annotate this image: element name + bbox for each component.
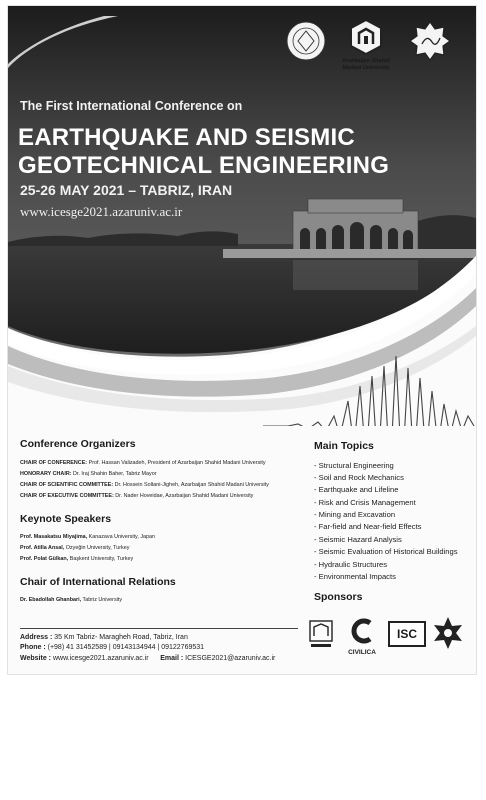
poster-page <box>8 6 476 674</box>
contact-address: Address : 35 Km Tabriz- Maragheh Road, Tabriz, Iran <box>20 634 188 641</box>
star-emblem-logo <box>432 616 464 650</box>
isc-logo: ISC <box>388 621 426 647</box>
conference-date-place: 25-26 MAY 2021 – TABRIZ, IRAN <box>20 182 233 198</box>
keynote-row: Prof. Polat Gülkan, Başkent University, Turkey <box>20 556 134 562</box>
university-name: Azarbaijan Shahid Madani University <box>342 58 390 71</box>
footer-email-link[interactable]: ICESGE2021@azaruniv.ac.ir <box>185 655 276 662</box>
sponsors-heading: Sponsors <box>314 591 363 603</box>
contact-phone: Phone : (+98) 41 31452589 | 09143134944 | 09122769531 <box>20 644 205 651</box>
topics-heading: Main Topics <box>314 440 374 452</box>
keynote-heading: Keynote Speakers <box>20 513 112 525</box>
calligraphy-emblem-logo <box>408 20 452 62</box>
conference-pre-title: The First International Conference on <box>20 99 243 113</box>
civilica-logo <box>342 618 382 654</box>
topic-item: - Far-field and Near-field Effects <box>314 522 422 531</box>
topic-item: - Earthquake and Lifeline <box>314 485 399 494</box>
hero-banner <box>8 6 476 426</box>
topic-item: - Seismic Hazard Analysis <box>314 535 402 544</box>
azarbaijan-shahid-madani-logo <box>348 18 384 56</box>
organizer-row: CHAIR OF SCIENTIFIC COMMITTEE: Dr. Hossein Soltani-Jigheh, Azarbaijan Shahid Madani University <box>20 482 269 488</box>
relations-heading: Chair of International Relations <box>20 576 176 588</box>
contact-web-email: Website : www.icesge2021.azaruniv.ac.ir Email : ICESGE2021@azaruniv.ac.ir <box>20 655 276 662</box>
civilica-label: CIVILICA <box>348 649 376 656</box>
topic-item: - Environmental Impacts <box>314 572 396 581</box>
keynote-row: Prof. Masakatsu Miyajima, Kanazava University, Japan <box>20 534 156 540</box>
organizers-heading: Conference Organizers <box>20 438 136 450</box>
university-seal-logo <box>285 20 327 62</box>
topic-item: - Seismic Evaluation of Historical Buildings <box>314 547 458 556</box>
conference-title-line1: EARTHQUAKE AND SEISMIC <box>18 124 355 151</box>
civilica-mark-icon <box>342 618 382 644</box>
topic-item: - Structural Engineering <box>314 461 394 470</box>
keynote-row: Prof. Atilla Ansal, Ozyeğin University, Turkey <box>20 545 130 551</box>
footer-website-link[interactable]: www.icesge2021.azaruniv.ac.ir <box>52 655 149 662</box>
footer-divider <box>20 628 298 629</box>
organizer-row: CHAIR OF EXECUTIVE COMMITTEE: Dr. Nader Hoveidae, Azarbaijan Shahid Madani University <box>20 493 254 499</box>
topic-item: - Risk and Crisis Management <box>314 498 416 507</box>
topic-item: - Mining and Excavation <box>314 510 396 519</box>
sponsor-seal-logo <box>306 618 336 652</box>
topic-item: - Hydraulic Structures <box>314 560 388 569</box>
topic-item: - Soil and Rock Mechanics <box>314 473 404 482</box>
relations-row: Dr. Ebadollah Ghanbari, Tabriz University <box>20 597 123 603</box>
organizer-row: CHAIR OF CONFERENCE: Prof. Hassan Valizadeh, President of Azarbaijan Shahid Madani University <box>20 460 266 466</box>
organizer-row: HONORARY CHAIR: Dr. Iraj Shahin Baher, Tabriz Mayor <box>20 471 157 477</box>
conference-website[interactable]: www.icesge2021.azaruniv.ac.ir <box>20 204 183 219</box>
conference-title-line2: GEOTECHNICAL ENGINEERING <box>18 152 390 179</box>
